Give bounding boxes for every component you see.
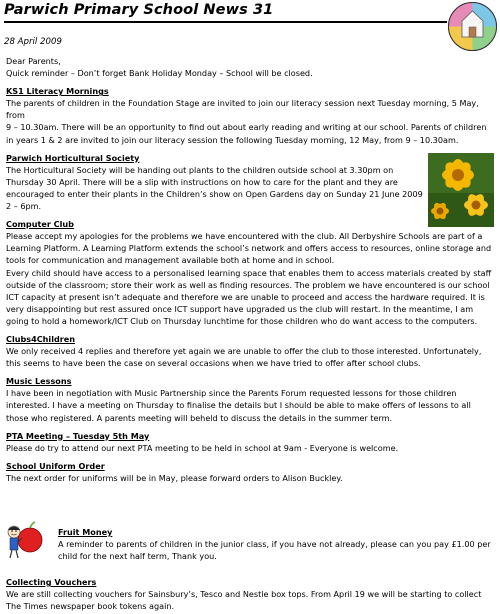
music-line: those who registered. A parents meeting will beheld to discuss the details in the summer term. [6,412,393,423]
ks1-line: from [6,110,25,121]
section-fruit-money [58,526,494,562]
computer-club-line: outside of the classroom; store their work as well as finding resources. The problem we have encountered is our school [6,279,490,290]
section-computer-club [6,218,496,327]
horticultural-line: The Horticultural Society will be handing out plants to the children outside school at 3.30pm on [6,164,394,175]
computer-club-line: Please accept my apologies for the problems we have encountered with the club. All Derbyshire Schools are part of a [6,231,483,242]
clubs4children-heading: Clubs4Children [6,333,76,344]
sunflower-photo [428,153,494,227]
clubs4children-line: We only received 4 replies and therefore yet again we are unable to offer the club to those interested. Unfortunately, [6,346,482,357]
header-rule [4,21,447,23]
ks1-line: The parents of children in the Foundation Stage are invited to join our literacy session next Tuesday morning, 5 May, [6,98,479,109]
pta-heading: PTA Meeting – Tuesday 5th May [6,430,150,441]
uniform-line: The next order for uniforms will be in May, please forward orders to Alison Buckley. [6,472,343,483]
fruit-money-line: child for the next half term, Thank you. [58,551,217,562]
horticultural-heading: Parwich Horticultural Society [6,152,140,163]
horticultural-line: 2 – 6pm. [6,201,42,212]
apple-character-clipart [2,520,48,560]
greeting: Dear Parents, [6,56,61,66]
computer-club-heading: Computer Club [6,219,74,230]
computer-club-line: Every child should have access to a personalised learning space that enables them to access materials created by staff [6,267,492,278]
section-horticultural [6,152,496,212]
newsletter-date: 28 April 2009 [4,37,62,47]
music-line: I have been in negotiation with Music Partnership since the Parents Forum requested lessons for those children [6,388,457,399]
section-pta [6,430,496,454]
ks1-heading: KS1 Literacy Mornings [6,86,109,97]
clubs4children-line: this seems to have been the case on several occasions when we have tried to offer after school clubs. [6,358,421,369]
section-vouchers [6,576,496,612]
ks1-line: in years 1 & 2 are invited to join our literacy session the following Tuesday morning, 12 May, from 9 – 10.30am. [6,134,459,145]
uniform-heading: School Uniform Order [6,460,105,471]
horticultural-line: Thursday 30 April. There will be a slip with instructions on how to care for the plant and they are [6,176,398,187]
vouchers-line: We are still collecting vouchers for Sainsbury’s, Tesco and Nestle box tops. From April 19 we will be starting to collect [6,589,482,600]
vouchers-line: The Times newspaper book tokens again. [6,601,175,612]
fruit-money-line: A reminder to parents of children in the junior class, if you have not already, please can you pay £1.00 per [58,539,491,550]
computer-club-line: very disappointing but rest assured once ICT support have upgraded us the club will restart. In the meantime, I am [6,303,474,314]
vouchers-heading: Collecting Vouchers [6,577,97,587]
computer-club-line: tools for communication and management available both at home and in school. [6,255,335,266]
fruit-money-heading: Fruit Money [58,527,113,537]
computer-club-line: going to hold a homework/ICT Club on Thursday lunchtime for those children who do want access to the computers. [6,315,478,326]
music-line: interested. I have a meeting on Thursday to finalise the details but I should be able to make offers of lessons to all [6,400,471,411]
newsletter-title: Parwich Primary School News 31 [4,2,274,18]
section-ks1 [6,85,496,145]
school-logo [447,1,498,52]
ks1-line: 9 – 10.30am. There will be an opportunity to find out about early reading and writing at our school. Parents of children [6,122,487,133]
computer-club-line: Learning Platform. A Learning Platform extends the school’s network and offers access to resources, online storage and [6,243,492,254]
bank-holiday-reminder: Quick reminder – Don’t forget Bank Holiday Monday – School will be closed. [6,68,313,79]
pta-line: Please do try to attend our next PTA meeting to be held in school at 9am - Everyone is welcome. [6,442,399,453]
section-uniform [6,460,496,484]
horticultural-line: encouraged to enter their plants in the Children’s show on Open Gardens day on Sunday 21 June 2009 [6,188,423,199]
section-music [6,375,496,423]
section-clubs4children [6,333,496,369]
computer-club-line: ICT capacity at present isn’t adequate and therefore we are unable to proceed and access the hardware required. It is [6,291,485,302]
music-heading: Music Lessons [6,376,72,387]
